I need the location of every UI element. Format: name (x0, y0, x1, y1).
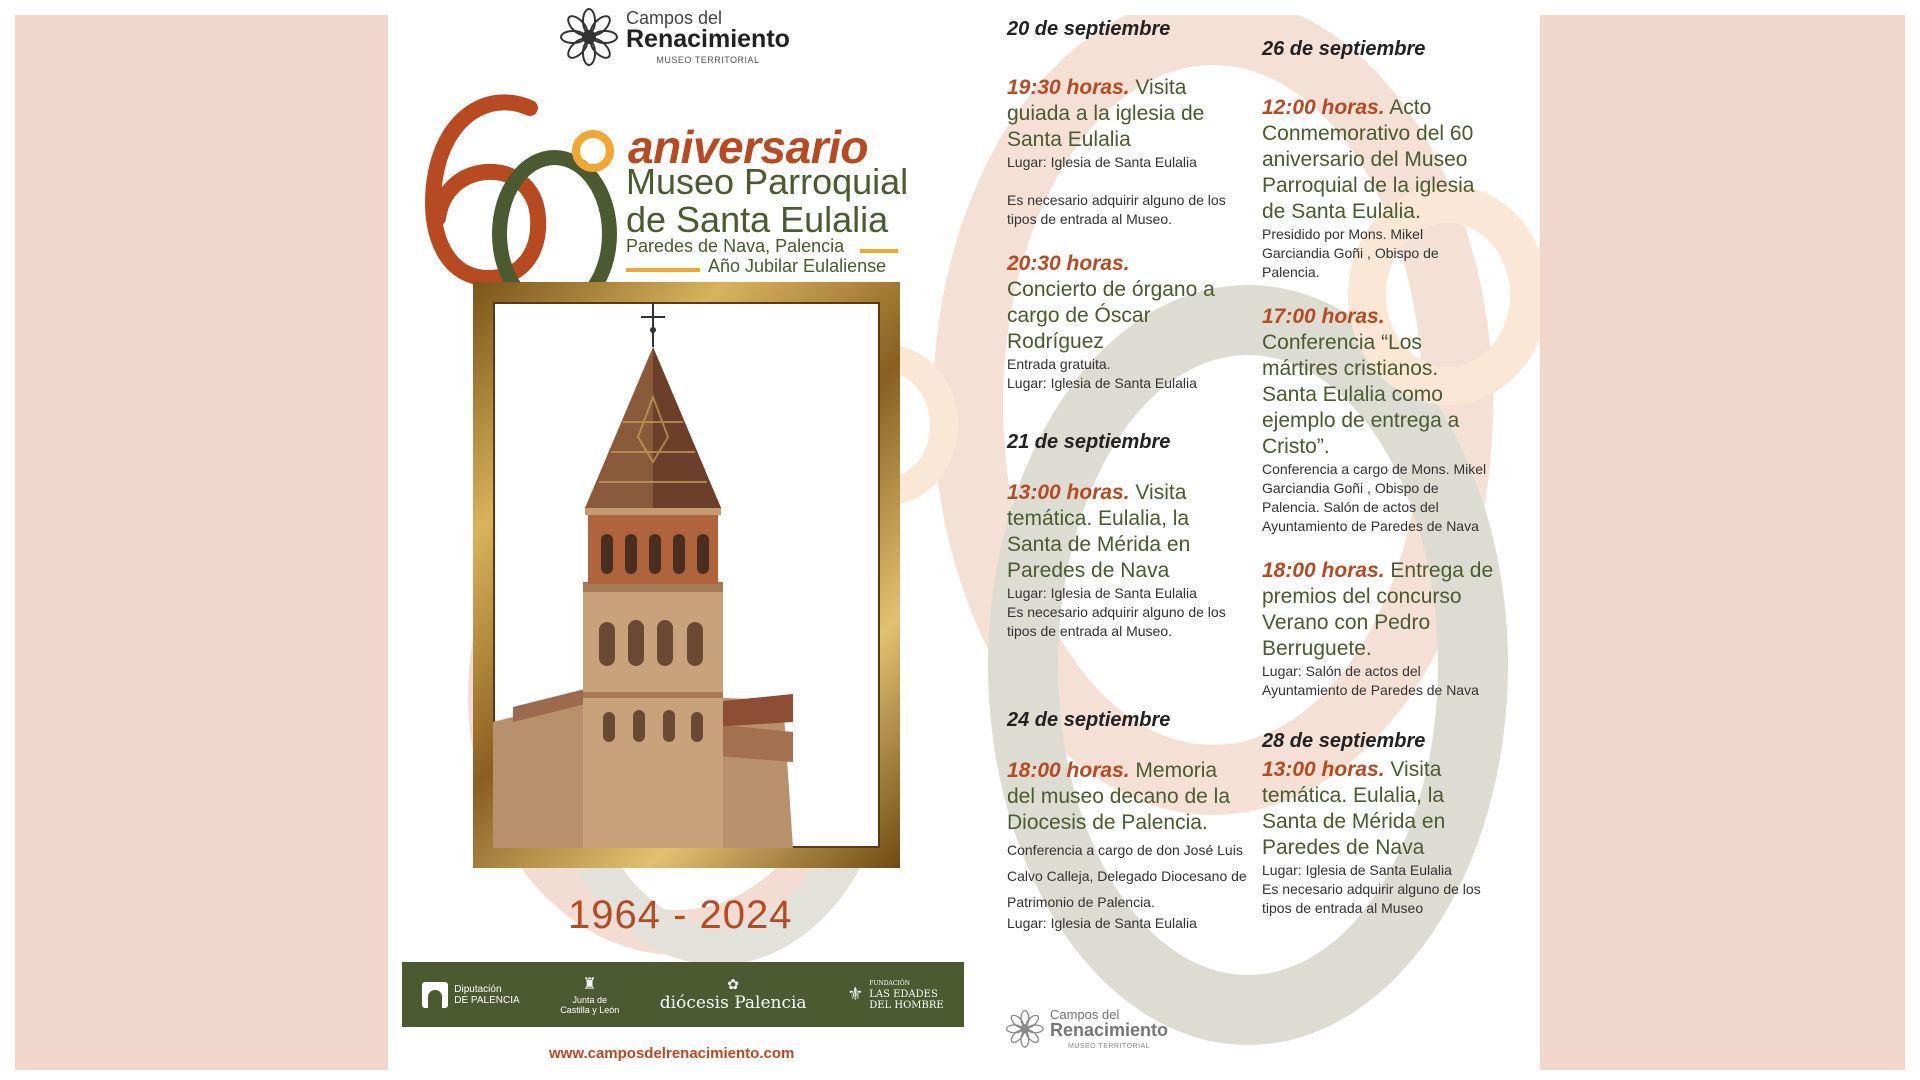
flower-rosette-icon (560, 8, 618, 66)
museum-name (626, 163, 908, 239)
event-title: Entrega de premios del concurso Verano con Pedro Berruguete. (1262, 559, 1494, 660)
event-title: Memoria del museo decano de la Diocesis de Palencia. (1007, 759, 1230, 834)
castle-crest-icon: ♜ (582, 976, 597, 993)
diputacion-icon (422, 982, 448, 1008)
degree-circle-graphic (572, 130, 614, 172)
edades-line3: DEL HOMBRE (869, 1000, 944, 1011)
brand-line2: Renacimiento (1050, 1020, 1169, 1040)
edades-line1: FUNDACIÓN (869, 980, 910, 987)
date-heading: 26 de septiembre (1262, 38, 1426, 60)
brand-line1: Campos del (626, 8, 723, 28)
date-heading: 24 de septiembre (1007, 709, 1171, 731)
event-note: Es necesario adquirir alguno de los tipos de entrada al Museo. (1007, 192, 1226, 227)
event-note: Lugar: Iglesia de Santa Eulalia (1262, 862, 1452, 878)
event-title: Acto Conmemorativo del 60 aniversario del Museo Parroquial de la iglesia de Santa Eulalia. (1262, 96, 1475, 223)
yellow-divider-2 (626, 268, 700, 272)
event-hour: 18:00 horas. (1007, 759, 1130, 782)
schedule-column-2 (1262, 38, 1494, 918)
location-text: Paredes de Nava, Palencia (626, 236, 845, 256)
date-heading: 21 de septiembre (1007, 431, 1171, 453)
event-note: Conferencia a cargo de don José Luis Calvo Calleja, Delegado Diocesano de Patrimonio de Palencia. (1007, 842, 1247, 910)
event-item (1262, 95, 1494, 282)
brand-line2: Renacimiento (626, 25, 790, 53)
junta-line1: Junta de (572, 995, 607, 1005)
sponsor-bar (402, 962, 964, 1027)
junta-logo[interactable] (560, 974, 619, 1015)
event-note: Lugar: Iglesia de Santa Eulalia (1007, 585, 1197, 601)
event-item (1262, 304, 1494, 536)
junta-line2: Castilla y León (560, 1005, 620, 1015)
diputacion-line2: DE PALENCIA (454, 994, 520, 1006)
museum-name-line1: Museo Parroquial (626, 161, 909, 202)
schedule-column-1 (1007, 18, 1247, 933)
diocesis-label: diócesis Palencia (659, 993, 807, 1013)
campos-renacimiento-footer-logo[interactable] (1006, 1008, 1168, 1050)
edades-hombre-logo[interactable] (847, 978, 944, 1011)
diputacion-logo[interactable] (422, 982, 519, 1008)
brand-line3: MUSEO TERRITORIAL (656, 55, 760, 65)
event-item (1007, 480, 1247, 641)
edades-hombre-icon: ⚜ (847, 984, 864, 1004)
event-item (1007, 758, 1247, 933)
left-side-panel (15, 15, 388, 1070)
event-note: Lugar: Salón de actos del Ayuntamiento de Paredes de Nava (1262, 663, 1479, 698)
campos-renacimiento-logo[interactable] (560, 8, 790, 66)
church-tower-image (493, 302, 880, 848)
event-hour: 20:30 horas. (1007, 252, 1130, 275)
dove-icon: ✿ (727, 976, 740, 992)
event-hour: 17:00 horas. (1262, 305, 1385, 328)
event-hour: 12:00 horas. (1262, 96, 1385, 119)
museum-name-line2: de Santa Eulalia (626, 199, 889, 240)
event-item (1262, 757, 1494, 918)
event-note: Lugar: Iglesia de Santa Eulalia (1007, 915, 1197, 931)
brand-line3: MUSEO TERRITORIAL (1067, 1043, 1151, 1050)
event-hour: 13:00 horas. (1007, 481, 1130, 504)
event-title: Visita temática. Eulalia, la Santa de Mérida en Paredes de Nava (1007, 481, 1191, 582)
event-title: Concierto de órgano a cargo de Óscar Rodríguez (1007, 278, 1215, 353)
website-link[interactable]: www.camposdelrenacimiento.com (549, 1045, 795, 1062)
event-item (1007, 251, 1247, 393)
event-item (1007, 75, 1247, 229)
flower-rosette-icon (1006, 1010, 1031, 1035)
event-title: Visita guiada a la iglesia de Santa Eulalia (1007, 76, 1205, 151)
picture-frame (473, 282, 900, 868)
event-hour: 19:30 horas. (1007, 76, 1130, 99)
event-hour: 18:00 horas. (1262, 559, 1385, 582)
event-note: Entrada gratuita. (1007, 356, 1111, 372)
edades-line2: LAS EDADES (869, 989, 938, 1000)
event-hour: 13:00 horas. (1262, 758, 1385, 781)
event-note: Lugar: Iglesia de Santa Eulalia (1007, 375, 1197, 391)
years-range: 1964 - 2024 (568, 893, 793, 937)
yellow-divider-1 (860, 249, 898, 253)
event-title: Conferencia “Los mártires cristianos. Santa Eulalia como ejemplo de entrega a Cristo”. (1262, 331, 1460, 458)
date-heading: 28 de septiembre (1262, 730, 1426, 752)
diputacion-line1: Diputación (454, 983, 502, 995)
jubilee-text: Año Jubilar Eulaliense (708, 256, 887, 276)
right-side-panel (1540, 15, 1905, 1070)
date-heading: 20 de septiembre (1007, 18, 1171, 40)
event-note: Es necesario adquirir alguno de los tipos de entrada al Museo (1262, 881, 1481, 916)
brand-line1: Campos del (1050, 1007, 1120, 1022)
diocesis-logo[interactable] (660, 976, 807, 1013)
aniversario-title: aniversario (628, 121, 868, 173)
event-note: Es necesario adquirir alguno de los tipos de entrada al Museo. (1007, 604, 1226, 639)
event-note: Presidido por Mons. Mikel Garciandia Goñi , Obispo de Palencia. (1262, 226, 1439, 280)
event-note: Conferencia a cargo de Mons. Mikel Garciandia Goñi , Obispo de Palencia. Salón de actos del Ayuntamiento de Paredes de Nava (1262, 461, 1487, 534)
event-item (1262, 558, 1494, 700)
event-note: Lugar: Iglesia de Santa Eulalia (1007, 154, 1197, 170)
event-title: Visita temática. Eulalia, la Santa de Mérida en Paredes de Nava (1262, 758, 1446, 859)
